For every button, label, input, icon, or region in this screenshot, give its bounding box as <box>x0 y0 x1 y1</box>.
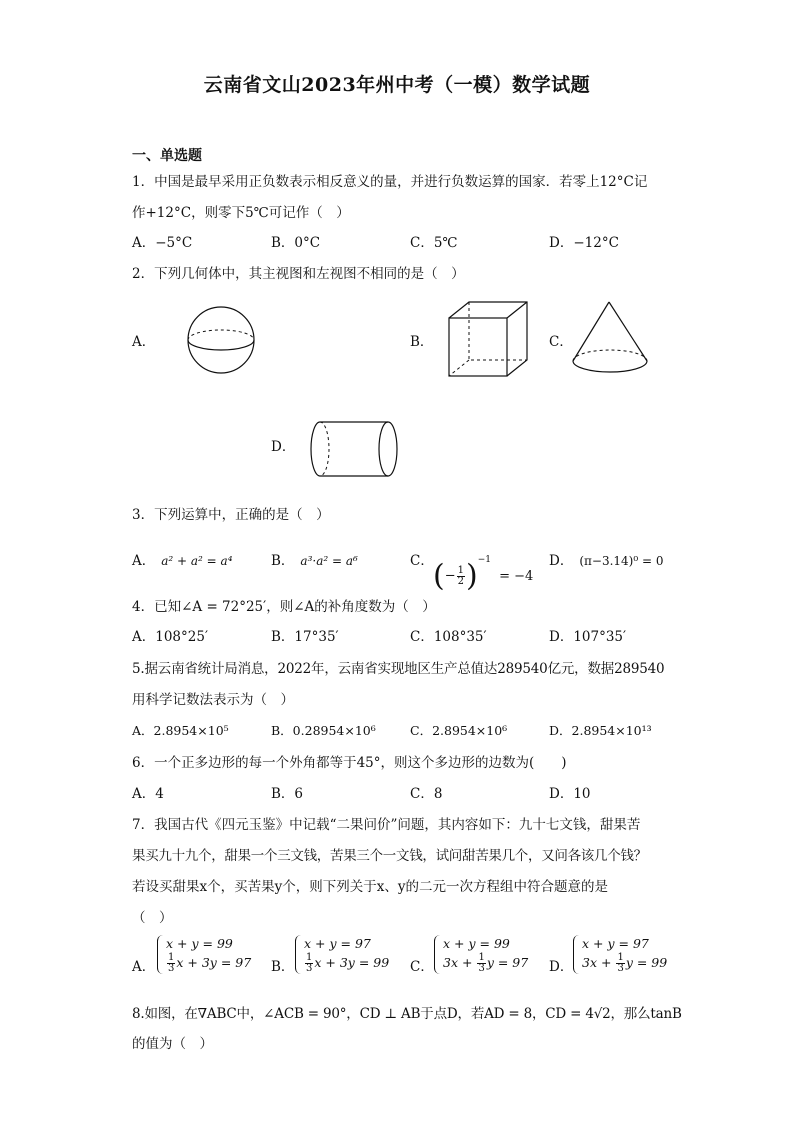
q3-option-c-rhs: = −4 <box>499 568 534 584</box>
q6-option-c: C．8 <box>410 786 443 802</box>
q2-option-c: C． <box>549 334 573 350</box>
q3-option-b-expr: a³·a² = a⁶ <box>300 554 358 568</box>
q2-stem: 2．下列几何体中，其主视图和左视图不相同的是（ ） <box>132 266 465 282</box>
q7-b-eq1: x + y = 97 <box>304 936 371 951</box>
q1-stem-line2: 作+12°C，则零下5℃可记作（ ） <box>132 205 350 221</box>
q1-stem-line1: 1．中国是最早采用正负数表示相反意义的量，并进行负数运算的国家．若零上12°C记 <box>132 174 648 190</box>
q4-stem: 4．已知∠A = 72°25′，则∠A的补角度数为（ ） <box>132 599 436 615</box>
q7-d-eq2: y = 99 <box>625 955 668 970</box>
q6-option-a: A．4 <box>132 786 164 802</box>
q5-option-a: A．2.8954×10⁵ <box>132 723 229 738</box>
sphere-figure <box>186 305 258 377</box>
q3-option-b-label: B． <box>271 553 295 569</box>
q7-option-b: B． <box>271 959 295 975</box>
q7-option-d: D． <box>549 959 574 975</box>
q5-option-b: B．0.28954×10⁶ <box>271 723 376 738</box>
q1-option-b: B．0°C <box>271 235 321 251</box>
q1-option-d: D．−12°C <box>549 235 619 251</box>
page-title: 云南省文山2023年州中考（一模）数学试题 <box>203 74 591 96</box>
q4-option-a: A．108°25′ <box>132 629 209 645</box>
q8-stem-line1: 8.如图，在∇ABC中，∠ACB = 90°，CD ⊥ AB于点D，若AD = 8，CD = 4√2，那么tanB <box>132 1006 682 1022</box>
q7-c-eq2: y = 97 <box>486 955 529 970</box>
cube-figure <box>447 300 529 380</box>
q6-option-b: B．6 <box>271 786 304 802</box>
q5-stem-line2: 用科学记数法表示为（ ） <box>132 692 294 708</box>
q5-option-d: D．2.8954×10¹³ <box>549 723 652 738</box>
q3-option-a-expr: a² + a² = a⁴ <box>161 554 233 568</box>
q2-option-a: A． <box>132 334 156 350</box>
q4-option-d: D．107°35′ <box>549 629 627 645</box>
q7-option-c: C． <box>410 959 434 975</box>
q3-option-c-expr: (− $\frac{1}{2}$ )$^{-1}$ = −4 <box>433 555 534 594</box>
q3-stem: 3．下列运算中，正确的是（ ） <box>132 507 330 523</box>
q3-option-b <box>271 551 358 571</box>
q5-stem-line1: 5.据云南省统计局消息，2022年，云南省实现地区生产总值达289540亿元，数据289540 <box>132 661 665 677</box>
cone-figure <box>571 300 653 376</box>
cylinder-figure <box>308 420 400 480</box>
q7-c-eq1: x + y = 99 <box>443 936 510 951</box>
q3-option-a <box>132 551 233 571</box>
q7-option-d-system: x + y = 97 3x + $\frac{1}{3}$ y = 99 <box>573 935 667 974</box>
q3-option-d <box>549 551 663 571</box>
q3-option-c-label: C． <box>410 553 434 569</box>
q3-option-d-expr: (π−3.14)⁰ = 0 <box>579 554 664 568</box>
q7-stem-line3: 若设买甜果x个，买苦果y个，则下列关于x、y的二元一次方程组中符合题意的是 <box>132 879 608 895</box>
q4-option-b: B．17°35′ <box>271 629 339 645</box>
q3-option-d-label: D． <box>549 553 574 569</box>
q7-stem-line2: 果买九十九个，甜果一个三文钱，苦果三个一文钱，试问甜苦果几个，又问各该几个钱？ <box>132 848 647 864</box>
q6-option-d: D．10 <box>549 786 591 802</box>
section-heading: 一、单选题 <box>132 148 202 164</box>
q2-option-b: B． <box>410 334 434 350</box>
q3-option-a-label: A． <box>132 553 156 569</box>
q7-option-b-system: x + y = 97 $\frac{1}{3}$ x + 3y = 99 <box>295 935 389 974</box>
q7-stem-line4: （ ） <box>132 910 173 926</box>
q7-option-c-system: x + y = 99 3x + $\frac{1}{3}$ y = 97 <box>434 935 528 974</box>
q7-a-eq1: x + y = 99 <box>166 936 233 951</box>
q7-a-eq2: x + 3y = 97 <box>176 955 252 970</box>
q7-option-a-system: x + y = 99 $\frac{1}{3}$ x + 3y = 97 <box>157 935 251 974</box>
q7-d-eq1: x + y = 97 <box>582 936 649 951</box>
q1-option-c: C．5℃ <box>410 235 458 251</box>
q7-b-eq2: x + 3y = 99 <box>314 955 390 970</box>
q5-option-c: C．2.8954×10⁶ <box>410 723 508 738</box>
q1-option-a: A．−5°C <box>132 235 193 251</box>
q7-option-a: A． <box>132 959 156 975</box>
q2-option-d: D． <box>271 439 296 455</box>
q8-stem-line2: 的值为（ ） <box>132 1036 213 1052</box>
q3-option-c <box>410 551 434 571</box>
q4-option-c: C．108°35′ <box>410 629 487 645</box>
q6-stem: 6．一个正多边形的每一个外角都等于45°，则这个多边形的边数为( ) <box>132 755 567 771</box>
q7-stem-line1: 7．我国古代《四元玉鉴》中记载“二果问价”问题，其内容如下：九十七文钱，甜果苦 <box>132 817 641 833</box>
